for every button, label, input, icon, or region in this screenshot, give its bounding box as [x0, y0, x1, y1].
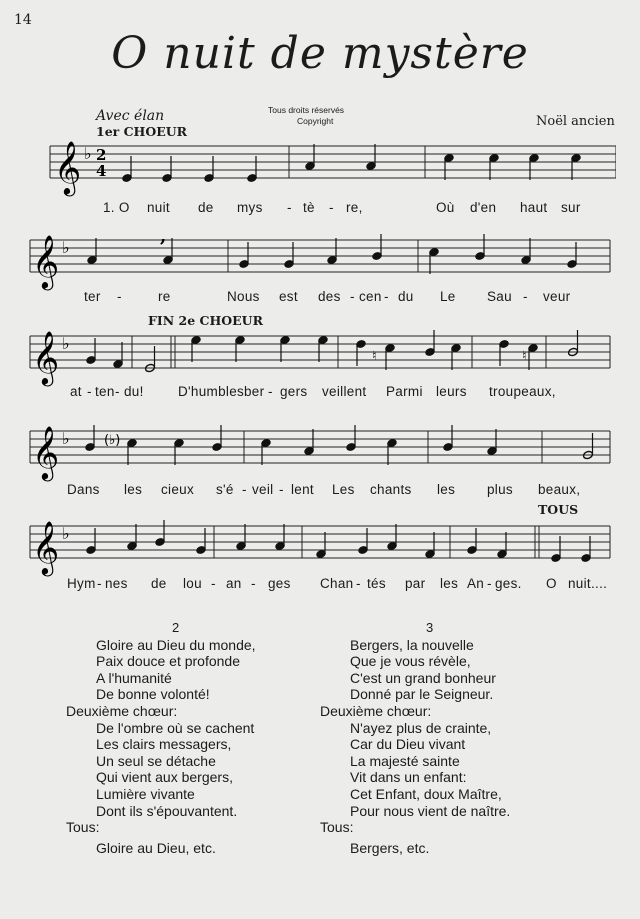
syllable: leurs — [436, 384, 467, 399]
verse-2-number: 2 — [172, 620, 180, 635]
tous-mark: TOUS — [538, 502, 579, 517]
syllable: chants — [370, 482, 412, 497]
syllable: par — [405, 576, 426, 591]
verse-3-number: 3 — [426, 620, 434, 635]
svg-text:,: , — [160, 226, 167, 247]
verse-line: Les clairs messagers, — [96, 736, 232, 753]
verse-line: Pour nous vient de naître. — [350, 802, 511, 819]
verse-line: Cet Enfant, doux Maître, — [350, 785, 502, 802]
syllable: Nous — [227, 289, 260, 304]
second-choir-label: Deuxième chœur: — [320, 702, 432, 719]
syllable: les — [124, 482, 143, 497]
syllable: - — [356, 576, 361, 591]
syllable: des — [318, 289, 341, 304]
treble-clef-icon: 𝄞 — [54, 140, 82, 194]
flat-icon: ♭ — [62, 524, 70, 543]
refrain-line: Bergers, etc. — [350, 839, 430, 856]
verse-line: Donné par le Seigneur. — [350, 686, 494, 703]
tempo-marking: Avec élan — [96, 108, 165, 124]
flat-icon: ♭ — [62, 429, 70, 448]
syllable: Hym — [67, 576, 96, 591]
syllable: Chan — [320, 576, 354, 591]
verse-line: Vit dans un enfant: — [350, 769, 467, 786]
syllable: veillent — [322, 384, 367, 399]
time-signature-top: 2 — [96, 146, 107, 164]
verse-line: De l'ombre où se cachent — [96, 719, 255, 736]
syllable: gers — [280, 384, 308, 399]
syllable: du — [398, 289, 414, 304]
music-staff-5 — [20, 508, 616, 578]
tous-label: Tous: — [320, 819, 354, 836]
syllable: nuit — [147, 200, 170, 215]
syllable: ges. — [495, 576, 522, 591]
syllable: ter — [84, 289, 101, 304]
syllable: - — [268, 384, 273, 399]
music-staff-4 — [20, 413, 616, 483]
syllable: re, — [346, 200, 363, 215]
flat-icon: ♭ — [62, 334, 70, 353]
verse-line: Qui vient aux bergers, — [96, 769, 233, 786]
syllable: ber — [244, 384, 265, 399]
refrain-line: Gloire au Dieu, etc. — [96, 839, 216, 856]
flat-icon: ♭ — [84, 144, 92, 163]
origin-label: Noël ancien — [536, 114, 615, 129]
syllable: du! — [124, 384, 144, 399]
syllable: - — [384, 289, 389, 304]
syllable: at — [70, 384, 82, 399]
syllable: Le — [440, 289, 456, 304]
syllable: s'é — [216, 482, 234, 497]
time-signature-bottom: 4 — [96, 162, 107, 180]
syllable: ges — [268, 576, 291, 591]
syllable: - — [117, 289, 122, 304]
music-staff-1 — [20, 128, 616, 198]
syllable: de — [198, 200, 214, 215]
natural-icon: ♮ — [372, 349, 377, 364]
syllable: plus — [487, 482, 513, 497]
syllable: cen — [359, 289, 382, 304]
syllable: - — [350, 289, 355, 304]
syllable: sur — [561, 200, 581, 215]
verse-line: Que je vous révèle, — [350, 653, 471, 670]
syllable: - — [251, 576, 256, 591]
music-staff-3 — [20, 318, 616, 388]
syllable: les — [437, 482, 456, 497]
syllable: Sau — [487, 289, 512, 304]
verse-line: Bergers, la nouvelle — [350, 636, 474, 653]
syllable: Dans — [67, 482, 100, 497]
syllable: - — [279, 482, 284, 497]
natural-icon: ♮ — [522, 349, 527, 364]
verse-3 — [320, 620, 510, 856]
verse-line: Car du Dieu vivant — [350, 736, 466, 753]
verse-line: Paix douce et profonde — [96, 653, 240, 670]
syllable: - — [523, 289, 528, 304]
verse-line: C'est un grand bonheur — [350, 669, 496, 686]
second-choir-label: Deuxième chœur: — [66, 702, 178, 719]
syllable: nes — [105, 576, 128, 591]
syllable: - — [329, 200, 334, 215]
syllable: tè — [303, 200, 315, 215]
syllable: de — [151, 576, 167, 591]
syllable: beaux, — [538, 482, 581, 497]
syllable: lent — [291, 482, 314, 497]
syllable: Parmi — [386, 384, 423, 399]
page-title: O nuit de mystère — [111, 28, 529, 79]
syllable: tés — [367, 576, 386, 591]
treble-clef-icon: 𝄞 — [32, 234, 60, 288]
syllable: D'humbles — [178, 384, 245, 399]
syllable: nuit.... — [568, 576, 608, 591]
verse-line: N'ayez plus de crainte, — [350, 719, 492, 736]
syllable: - — [487, 576, 492, 591]
second-choir-mark: FIN 2e CHOEUR — [148, 313, 263, 328]
syllable: O — [546, 576, 557, 591]
rights-notice: Tous droits réservés — [268, 105, 345, 115]
treble-clef-icon: 𝄞 — [32, 425, 60, 479]
verse-line: Un seul se détache — [96, 752, 216, 769]
music-staff-2 — [20, 222, 616, 292]
syllable: troupeaux, — [489, 384, 556, 399]
verse-line: A l'humanité — [96, 669, 172, 686]
copyright-notice: Copyright — [297, 116, 334, 126]
syllable: ten — [95, 384, 115, 399]
syllable: les — [440, 576, 459, 591]
verse-line: Gloire au Dieu du monde, — [96, 636, 256, 653]
syllable: mys — [237, 200, 263, 215]
syllable: veil — [252, 482, 274, 497]
syllable: - — [97, 576, 102, 591]
syllable: - — [287, 200, 292, 215]
treble-clef-icon: 𝄞 — [32, 330, 60, 384]
syllable: - — [87, 384, 92, 399]
syllable: 1. O — [103, 200, 130, 215]
syllable: An — [467, 576, 485, 591]
syllable: - — [242, 482, 247, 497]
syllable: an — [226, 576, 242, 591]
tous-label: Tous: — [66, 819, 100, 836]
flat-icon: ♭ — [62, 238, 70, 257]
syllable: Où — [436, 200, 455, 215]
page-number: 14 — [14, 12, 32, 28]
verse-line: Lumière vivante — [96, 785, 195, 802]
verse-line: De bonne volonté! — [96, 686, 210, 703]
syllable: Les — [332, 482, 355, 497]
first-choir-mark: 1er CHOEUR — [96, 124, 188, 139]
syllable: re — [158, 289, 171, 304]
syllable: - — [115, 384, 120, 399]
syllable: est — [279, 289, 298, 304]
syllable: lou — [183, 576, 202, 591]
treble-clef-icon: 𝄞 — [32, 520, 60, 574]
syllable: haut — [520, 200, 548, 215]
courtesy-flat-icon: (♭) — [104, 433, 121, 448]
syllable: - — [211, 576, 216, 591]
syllable: veur — [543, 289, 571, 304]
syllable: d'en — [470, 200, 497, 215]
verse-line: La majesté sainte — [350, 752, 460, 769]
verse-line: Dont ils s'épouvantent. — [96, 802, 238, 819]
syllable: cieux — [161, 482, 195, 497]
verse-2 — [66, 620, 256, 856]
